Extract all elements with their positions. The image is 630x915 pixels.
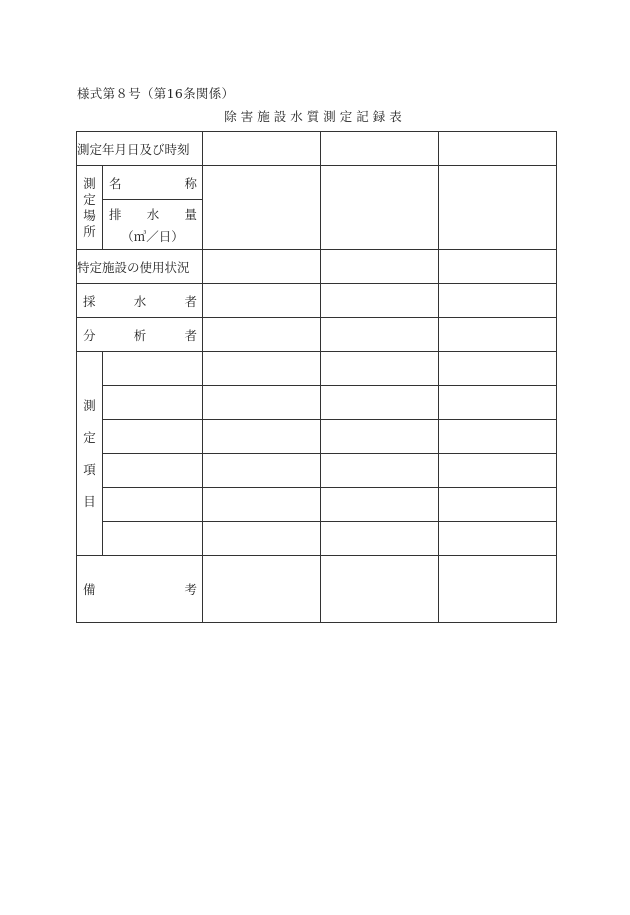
- table-cell[interactable]: [203, 420, 321, 454]
- table-cell[interactable]: [439, 556, 557, 623]
- form-number: 様式第８号（第16条関係）: [77, 86, 235, 101]
- table-row: [77, 284, 557, 318]
- table-cell[interactable]: [439, 488, 557, 522]
- table-cell[interactable]: [321, 352, 439, 386]
- table-cell[interactable]: [203, 488, 321, 522]
- table-cell[interactable]: [203, 352, 321, 386]
- table-cell[interactable]: [103, 352, 203, 386]
- table-cell[interactable]: [439, 166, 557, 250]
- table-cell[interactable]: [203, 454, 321, 488]
- table-cell[interactable]: [321, 166, 439, 250]
- label-remarks: 備 考: [77, 556, 203, 623]
- label-date-time: 測定年月日及び時刻: [77, 132, 203, 166]
- table-cell[interactable]: [203, 166, 321, 250]
- table-row: [77, 250, 557, 284]
- table-cell[interactable]: [203, 250, 321, 284]
- table-cell[interactable]: [439, 386, 557, 420]
- table-row: [77, 132, 557, 166]
- table-cell[interactable]: [321, 556, 439, 623]
- table-cell[interactable]: [203, 132, 321, 166]
- table-cell[interactable]: [203, 556, 321, 623]
- table-cell[interactable]: [439, 454, 557, 488]
- table-cell[interactable]: [103, 488, 203, 522]
- table-row: [77, 420, 557, 454]
- table-row: [77, 352, 557, 386]
- discharge-unit: （㎥／日）: [121, 228, 184, 244]
- table-cell[interactable]: [203, 522, 321, 556]
- table-cell[interactable]: [321, 250, 439, 284]
- table-cell[interactable]: [321, 420, 439, 454]
- table-row: [77, 318, 557, 352]
- table-cell[interactable]: [439, 132, 557, 166]
- table-cell[interactable]: [439, 250, 557, 284]
- table-cell[interactable]: [439, 420, 557, 454]
- table-row: [77, 488, 557, 522]
- table-row: [77, 166, 557, 200]
- table-cell[interactable]: [203, 284, 321, 318]
- table-cell[interactable]: [103, 454, 203, 488]
- table-cell[interactable]: [321, 386, 439, 420]
- table-cell[interactable]: [439, 284, 557, 318]
- table-cell[interactable]: [439, 352, 557, 386]
- table-cell[interactable]: [321, 132, 439, 166]
- label-location-group: 測 定 場 所: [77, 166, 103, 250]
- table-cell[interactable]: [103, 522, 203, 556]
- label-items-group: 測 定 項 目: [77, 352, 103, 556]
- table-cell[interactable]: [439, 522, 557, 556]
- table-cell[interactable]: [321, 488, 439, 522]
- table-cell[interactable]: [103, 386, 203, 420]
- label-discharge: 排 水 量 （㎥／日）: [103, 200, 203, 250]
- label-analyst: 分 析 者: [77, 318, 203, 352]
- label-facility-status: 特定施設の使用状況: [77, 250, 203, 284]
- page-title: 除害施設水質測定記録表: [224, 109, 406, 124]
- table-cell[interactable]: [321, 318, 439, 352]
- table-cell[interactable]: [321, 454, 439, 488]
- table-row: [77, 556, 557, 623]
- table-row: [77, 522, 557, 556]
- table-cell[interactable]: [203, 386, 321, 420]
- table-row: [77, 454, 557, 488]
- table-row: [77, 386, 557, 420]
- label-sampler: 採 水 者: [77, 284, 203, 318]
- table-cell[interactable]: [439, 318, 557, 352]
- table-cell[interactable]: [103, 420, 203, 454]
- record-table: [76, 131, 557, 623]
- table-cell[interactable]: [321, 522, 439, 556]
- table-cell[interactable]: [321, 284, 439, 318]
- table-cell[interactable]: [203, 318, 321, 352]
- label-name: 名 称: [103, 166, 203, 200]
